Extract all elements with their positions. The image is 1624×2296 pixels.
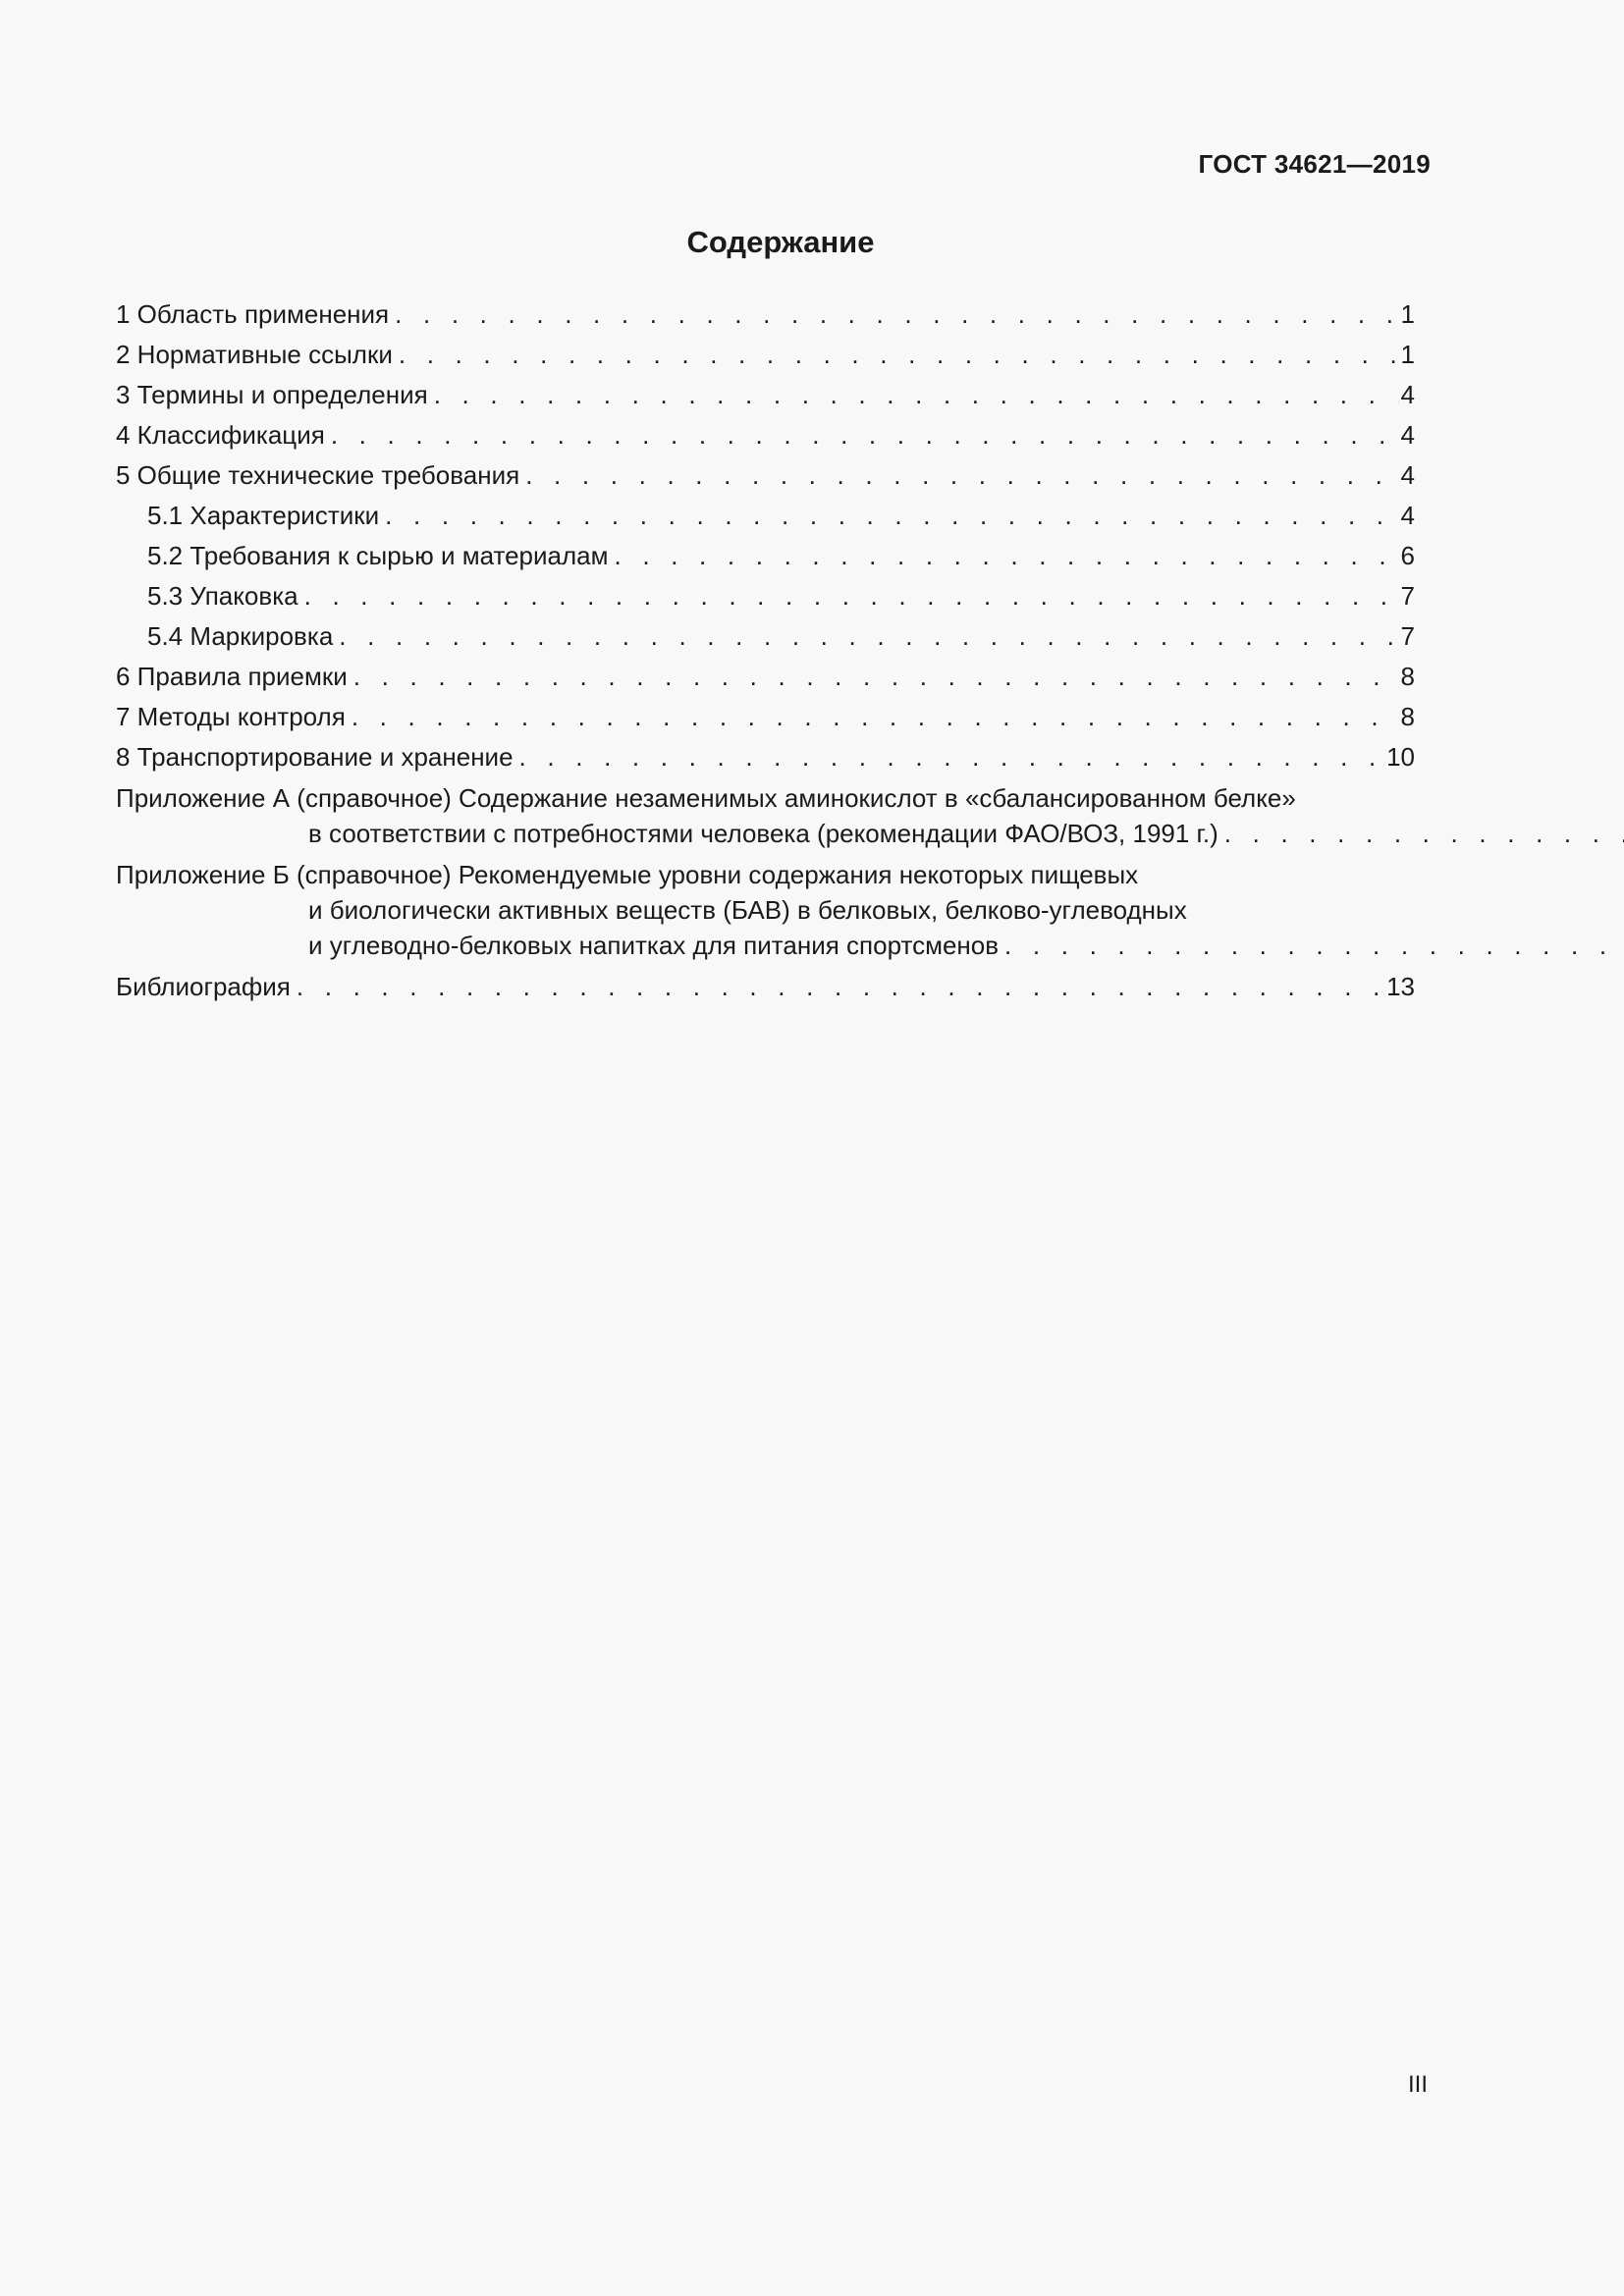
toc-entry-page: 4	[1400, 460, 1415, 490]
toc-leader-dots	[353, 657, 1399, 697]
toc-entry-label: 1 Область применения	[116, 299, 390, 329]
toc-entry-4[interactable]	[116, 415, 1415, 455]
toc-entry-page: 7	[1400, 621, 1415, 651]
toc-entry-label: 2 Нормативные ссылки	[116, 340, 393, 369]
appendix-b-title-line: Приложение Б (справочное) Рекомендуемые уровни содержания некоторых пищевых	[116, 860, 1139, 889]
toc-entry-2[interactable]	[116, 335, 1415, 375]
toc-entry-appendix-b[interactable]	[116, 857, 1415, 963]
toc-leader-dots	[331, 415, 1399, 455]
toc-entry-3[interactable]	[116, 375, 1415, 415]
toc-entry-label: Библиография	[116, 972, 291, 1001]
toc-entry-page: 8	[1400, 702, 1415, 731]
toc-leader-dots	[1224, 816, 1624, 851]
toc-entry-page: 1	[1400, 340, 1415, 369]
toc-entry-5-4[interactable]	[116, 616, 1415, 657]
table-of-contents	[116, 294, 1415, 1007]
toc-leader-dots	[395, 294, 1398, 335]
toc-entry-page: 6	[1400, 541, 1415, 570]
toc-entry-label: 5.4 Маркировка	[147, 621, 334, 651]
toc-entry-1[interactable]	[116, 294, 1415, 335]
appendix-a-continuation	[116, 816, 1415, 851]
toc-entry-page: 4	[1400, 380, 1415, 409]
toc-leader-dots	[297, 967, 1384, 1007]
toc-entry-5[interactable]	[116, 455, 1415, 496]
toc-entry-5-2[interactable]	[116, 536, 1415, 576]
toc-entry-page: 4	[1400, 420, 1415, 450]
toc-entry-5-1[interactable]	[116, 496, 1415, 536]
toc-entry-label: 5.3 Упаковка	[147, 581, 298, 611]
toc-entry-label: 5 Общие технические требования	[116, 460, 520, 490]
toc-leader-dots	[399, 335, 1399, 375]
toc-leader-dots	[434, 375, 1399, 415]
toc-leader-dots	[339, 616, 1398, 657]
appendix-a-leader	[1218, 816, 1624, 851]
toc-leader-dots	[385, 496, 1398, 536]
toc-entry-label: 7 Методы контроля	[116, 702, 346, 731]
toc-leader-dots	[525, 455, 1398, 496]
appendix-a-title-line: в соответствии с потребностями человека (рекомендации ФАО/ВОЗ, 1991 г.)	[308, 819, 1218, 848]
appendix-b-title-line: и биологически активных веществ (БАВ) в белковых, белково-углеводных	[308, 895, 1187, 925]
toc-entry-appendix-a[interactable]	[116, 780, 1415, 851]
toc-leader-dots	[615, 536, 1399, 576]
toc-leader-dots	[1004, 928, 1624, 963]
toc-entry-label: 5.2 Требования к сырью и материалам	[147, 541, 609, 570]
toc-entry-page: 7	[1400, 581, 1415, 611]
toc-leader-dots	[304, 576, 1399, 616]
toc-entry-page: 1	[1400, 299, 1415, 329]
toc-entry-page: 4	[1400, 501, 1415, 530]
toc-entry-page: 13	[1386, 972, 1415, 1001]
appendix-a-title-line: Приложение А (справочное) Содержание незаменимых аминокислот в «сбалансированном белке»	[116, 783, 1296, 813]
page-number: III	[1407, 2071, 1428, 2098]
toc-leader-dots	[352, 697, 1399, 737]
appendix-b-leader	[999, 928, 1624, 963]
toc-entry-label: 6 Правила приемки	[116, 662, 348, 691]
toc-leader-dots	[519, 737, 1385, 777]
toc-entry-label: 4 Классификация	[116, 420, 325, 450]
toc-entry-bibliography[interactable]	[116, 967, 1415, 1007]
page-title: Содержание	[686, 225, 875, 259]
toc-entry-label: 3 Термины и определения	[116, 380, 428, 409]
toc-entry-page: 10	[1386, 742, 1415, 772]
toc-entry-5-3[interactable]	[116, 576, 1415, 616]
toc-entry-6[interactable]	[116, 657, 1415, 697]
toc-entry-7[interactable]	[116, 697, 1415, 737]
appendix-b-continuation	[116, 928, 1415, 963]
appendix-b-title-line: и углеводно-белковых напитках для питания спортсменов	[308, 931, 1000, 960]
toc-entry-page: 8	[1400, 662, 1415, 691]
document-code: ГОСТ 34621—2019	[1198, 149, 1431, 179]
toc-entry-label: 8 Транспортирование и хранение	[116, 742, 514, 772]
toc-entry-8[interactable]	[116, 737, 1415, 777]
toc-entry-label: 5.1 Характеристики	[147, 501, 380, 530]
